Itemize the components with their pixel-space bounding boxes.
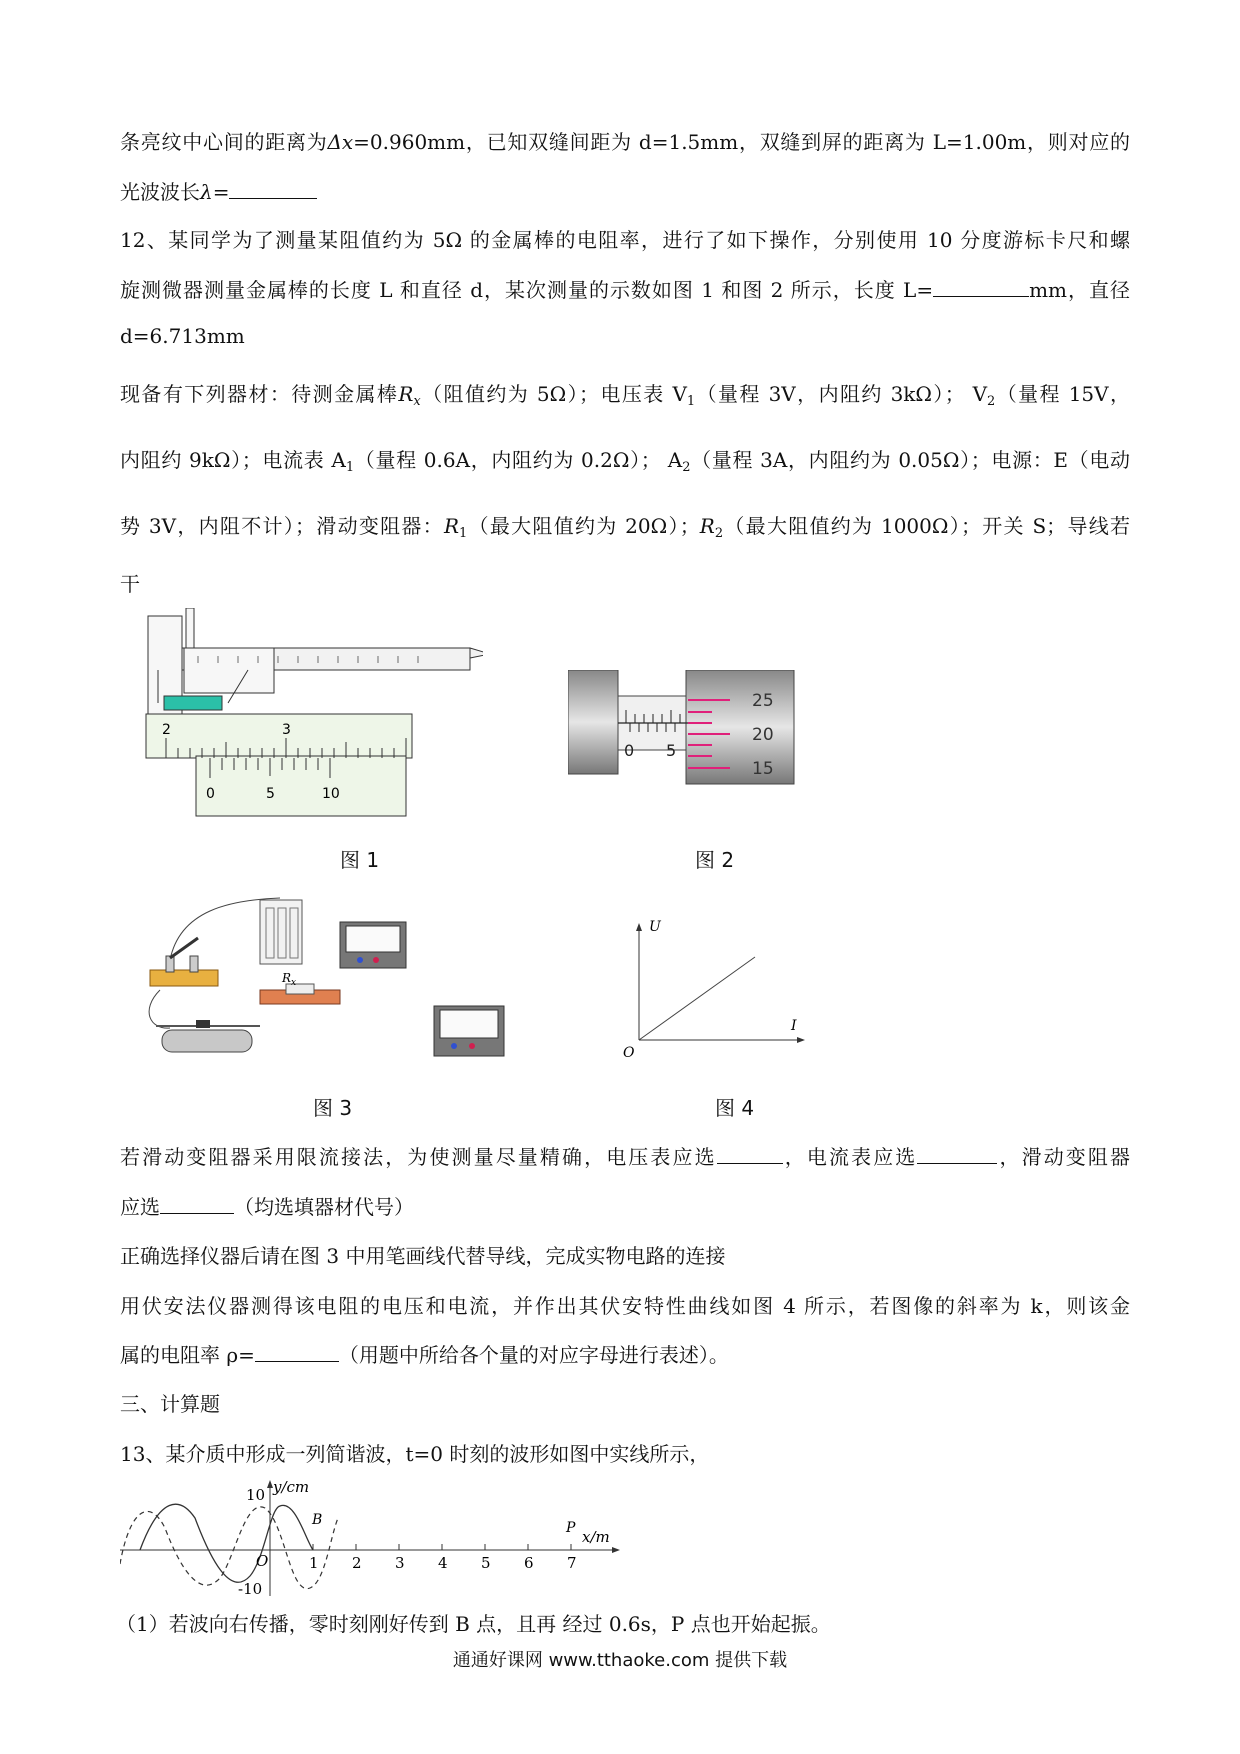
q13-line-1: 13、某介质中形成一列简谐波，t=0 时刻的波形如图中实线所示，: [120, 1442, 710, 1466]
rheostat: [156, 1020, 260, 1052]
q12-line-1: 12、某同学为了测量某阻值约为 5Ω 的金属棒的电阻率，进行了如下操作，分别使用 10 分度游标卡尺和螺: [120, 228, 1130, 252]
wave-x-tick-6: 6: [524, 1554, 534, 1572]
wave-origin-label: O: [256, 1552, 269, 1570]
figure-4-caption: 图 4: [715, 1096, 755, 1120]
wave-x-tick-1: 1: [309, 1554, 319, 1572]
wave-x-tick-3: 3: [395, 1554, 405, 1572]
equip-line-4: 干: [120, 572, 140, 596]
answer-blank-ammeter: [917, 1143, 997, 1164]
figure-1-caption: 图 1: [340, 848, 380, 872]
wave-figure: [120, 1478, 630, 1598]
micrometer-thimble-label-20: 20: [752, 725, 774, 745]
q12-sub-line-1: 若滑动变阻器采用限流接法，为使测量尽量精确，电压表应选 ，电流表应选 ，滑动变阻器: [120, 1145, 1131, 1169]
wave-x-tick-5: 5: [481, 1554, 491, 1572]
micrometer-thimble-label-25: 25: [752, 691, 774, 711]
micrometer-sleeve-label-5: 5: [666, 741, 677, 760]
equip-line-2: 内阻约 9kΩ）；电流表 $A_1$（量程 0.6A，内阻约为 0.2Ω）； $A_2$（量程 3A，内阻约为 0.05Ω）；电源：E（电动: [120, 448, 1130, 475]
switch: [150, 938, 218, 986]
text-line-2: 光波波长λ=: [120, 178, 1130, 206]
caliper-main-label-2: 2: [162, 722, 171, 738]
resistor-rx: [260, 971, 340, 1004]
answer-blank-rheostat: [160, 1193, 234, 1214]
point-p-label: P: [566, 1520, 576, 1536]
i-axis-label: I: [791, 1018, 797, 1034]
micrometer-thimble-label-15: 15: [752, 759, 774, 779]
q13-line-2: （1）若波向右传播，零时刻刚好传到 B 点，且再 经过 0.6s，P 点也开始起振。: [116, 1612, 831, 1636]
q12-line-2: 旋测微器测量金属棒的长度 L 和直径 d，某次测量的示数如图 1 和图 2 所示，长度 L= mm，直径: [120, 278, 1130, 302]
wave-x-tick-4: 4: [438, 1554, 448, 1572]
figure-1-vernier-caliper: [138, 608, 483, 828]
text-line-1: 条亮纹中心间的距离为Δx=0.960mm，已知双缝间距为 d=1.5mm，双缝到屏的距离为 L=1.00m，则对应的: [120, 130, 1130, 154]
caliper-vernier-label-5: 5: [266, 786, 275, 802]
wave-x-tick-2: 2: [352, 1554, 362, 1572]
voltmeter: [340, 922, 406, 968]
figure-3-caption: 图 3: [313, 1096, 353, 1120]
q12-line-3: d=6.713mm: [120, 324, 245, 348]
q12-sub-line-4: 用伏安法仪器测得该电阻的电压和电流，并作出其伏安特性曲线如图 4 所示，若图像的斜率为 k，则该金: [120, 1294, 1130, 1318]
micrometer-sleeve-label-0: 0: [624, 741, 635, 760]
rx-label-sub: x: [291, 978, 297, 988]
q12-sub-line-5: 属的电阻率 ρ= （用题中所给各个量的对应字母进行表述）。: [120, 1343, 729, 1367]
caliper-vernier-label-0: 0: [206, 786, 215, 802]
caliper-main-label-3: 3: [282, 722, 291, 738]
answer-blank-resistivity: [255, 1341, 339, 1362]
wave-x-tick-7: 7: [567, 1554, 577, 1572]
rx-label: R: [282, 971, 292, 985]
wave-y-tick-10: 10: [246, 1486, 266, 1504]
answer-blank-wavelength: [229, 178, 317, 199]
q12-sub-line-2: 应选 （均选填器材代号）: [120, 1195, 414, 1219]
q12-sub-line-3: 正确选择仪器后请在图 3 中用笔画线代替导线，完成实物电路的连接: [120, 1244, 726, 1268]
figure-2-micrometer: [568, 670, 808, 800]
page-footer: 通通好课网 www.tthaoke.com 提供下载: [452, 1650, 788, 1671]
wave-y-axis-label: y/cm: [273, 1478, 310, 1496]
wave-x-axis-label: x/m: [582, 1528, 610, 1546]
figure-3-apparatus: [140, 890, 530, 1075]
origin-label: O: [623, 1045, 635, 1061]
equip-line-3: 势 3V，内阻不计）；滑动变阻器：$R_1$（最大阻值约为 20Ω）；$R_2$（最大阻值约为 1000Ω）；开关 S；导线若: [120, 514, 1130, 541]
equip-line-1: 现备有下列器材：待测金属棒$R_x$（阻值约为 5Ω）；电压表 $V_1$（量程 3V，内阻约 3kΩ）； $V_2$（量程 15V，: [120, 382, 1131, 409]
caliper-vernier-label-10: 10: [322, 786, 340, 802]
section-3-heading: 三、计算题: [120, 1392, 220, 1416]
figure-2-caption: 图 2: [695, 848, 735, 872]
answer-blank-length: [933, 276, 1029, 297]
wave-y-tick-neg10: -10: [238, 1580, 263, 1598]
battery-box: [260, 900, 302, 964]
point-b-label: B: [312, 1512, 323, 1528]
figure-4-ui-graph: [615, 915, 815, 1065]
answer-blank-voltmeter: [717, 1143, 783, 1164]
ammeter: [434, 1006, 504, 1056]
u-axis-label: U: [649, 919, 661, 935]
